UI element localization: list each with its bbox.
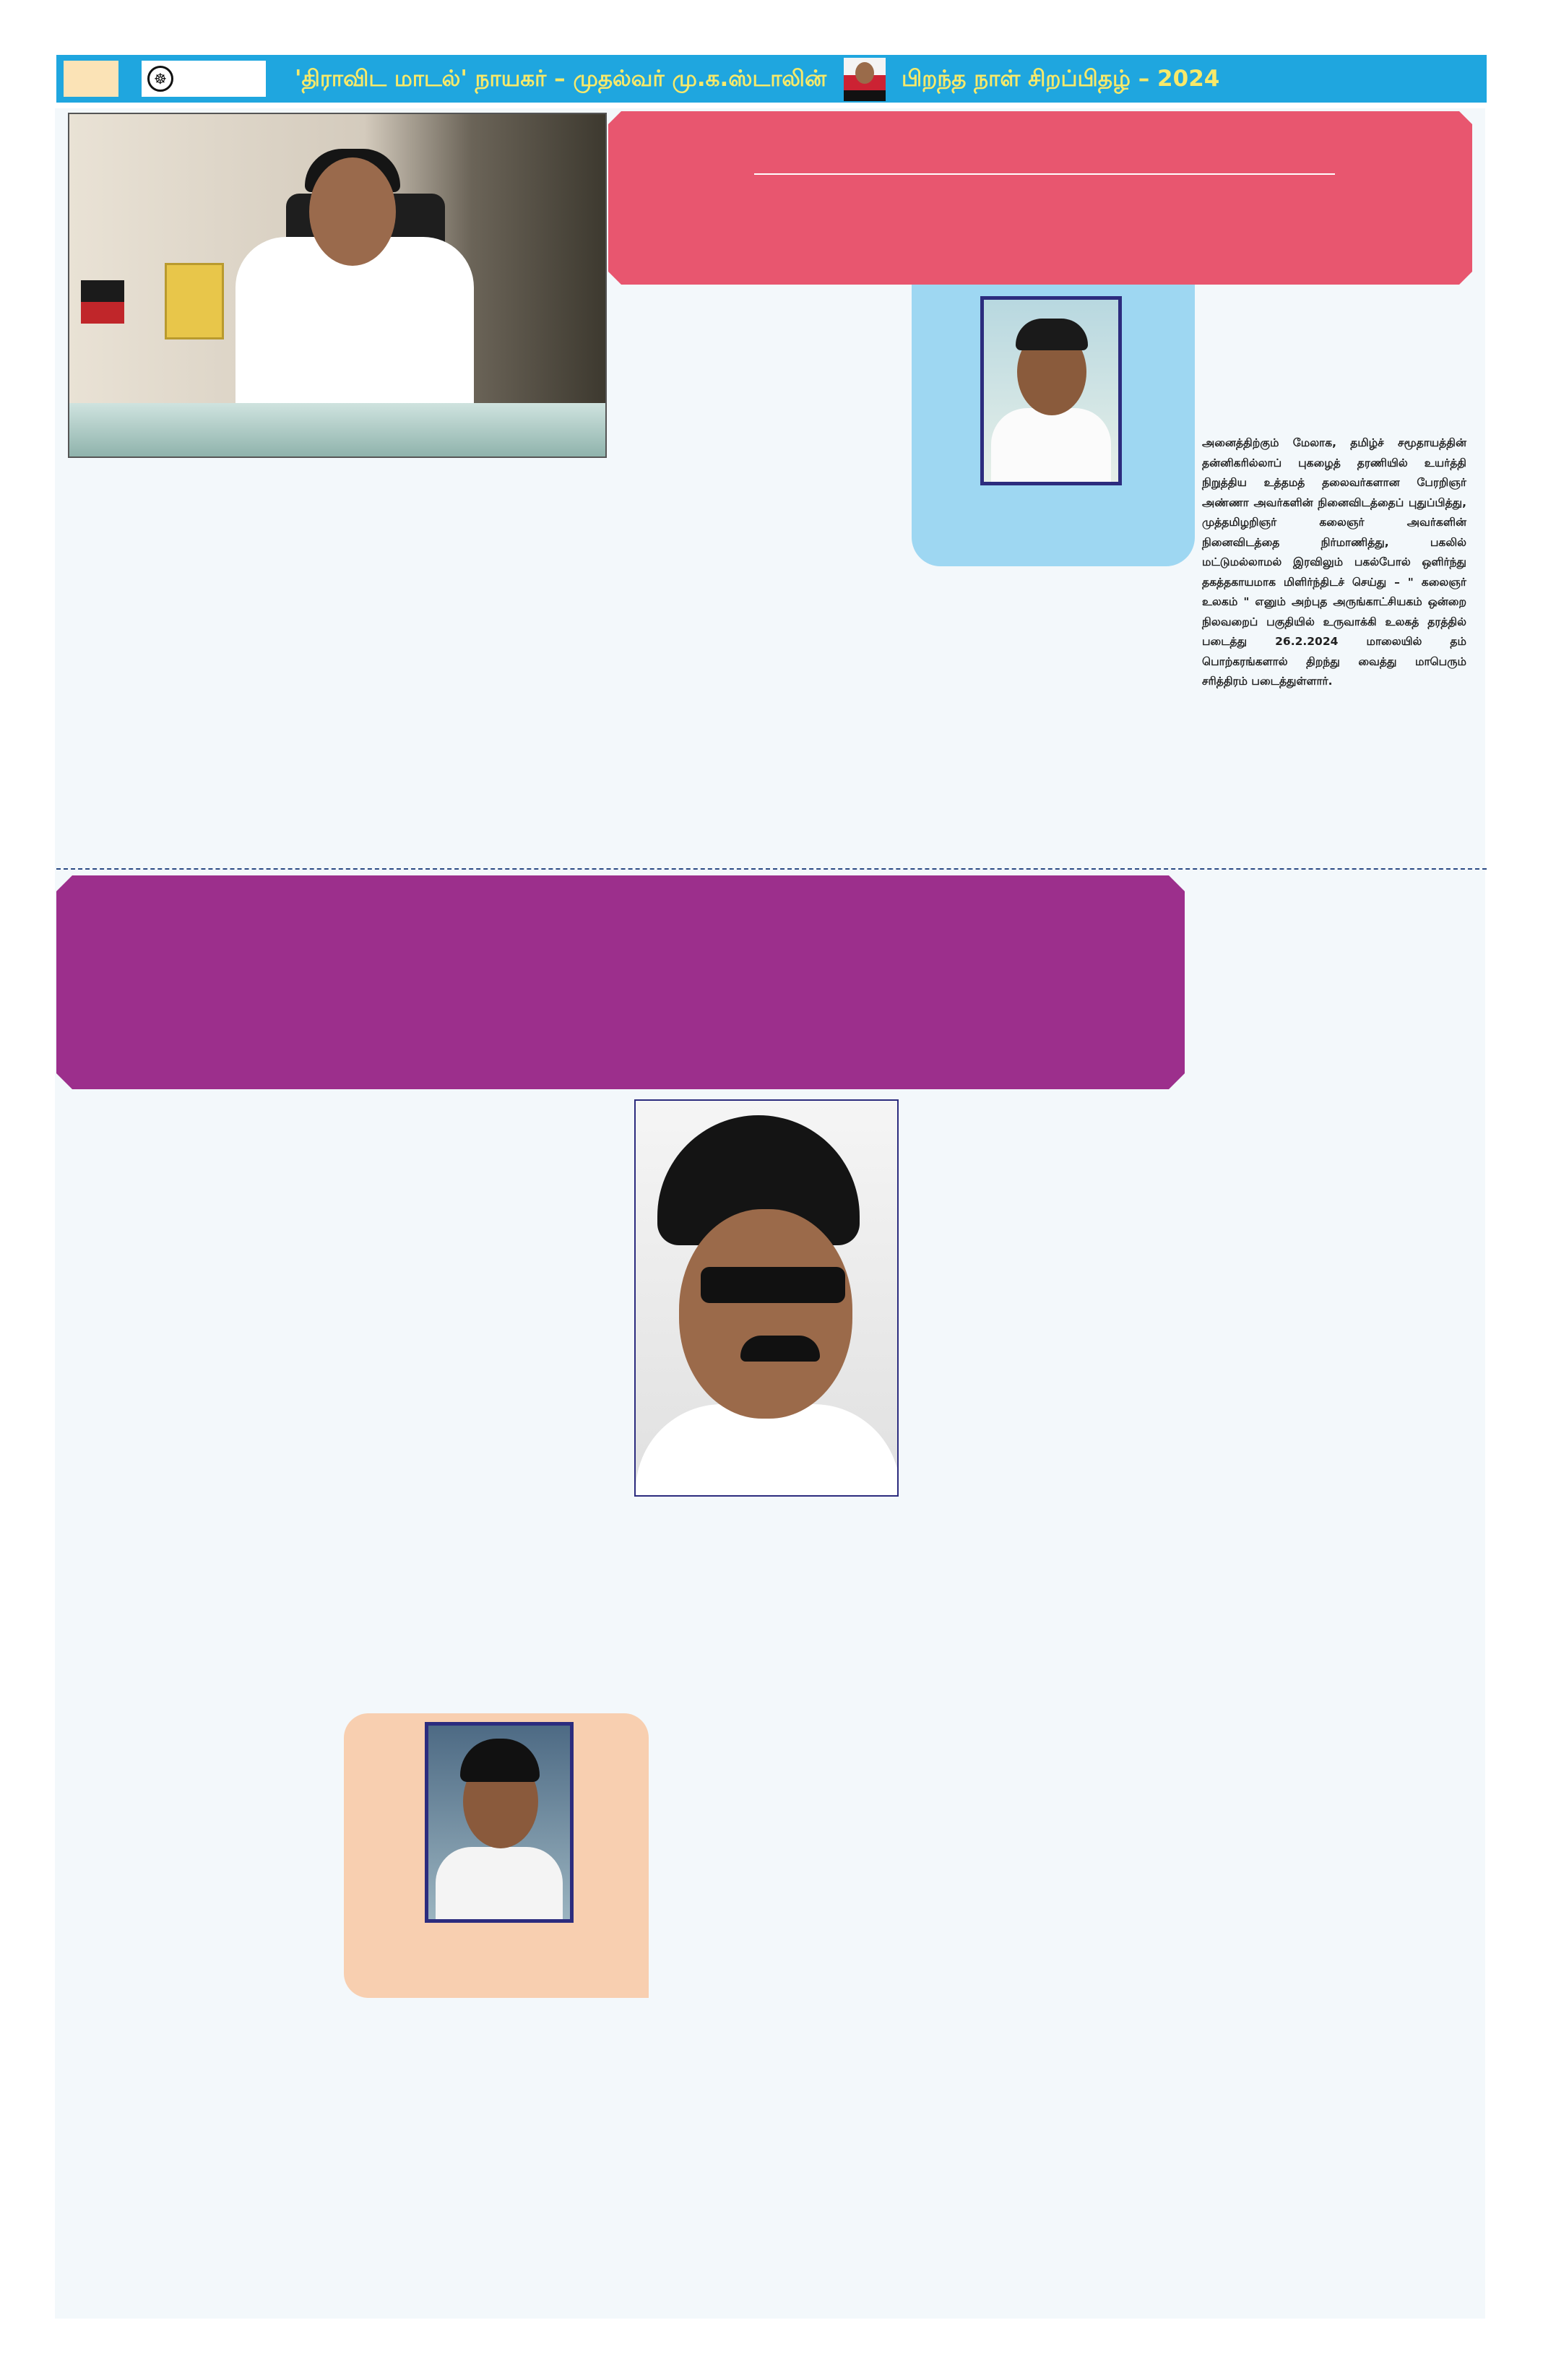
header-portrait-image (844, 58, 886, 101)
chief-minister-photo (634, 1099, 899, 1497)
header-title: 'திராவிட மாடல்' நாயகர் – முதல்வர் மு.க.ஸ்டாலின் (295, 66, 827, 92)
section-divider (56, 868, 1487, 870)
emblem-icon: ☸ (147, 66, 173, 92)
main-photo (68, 113, 607, 458)
headline-panel-purple (56, 875, 1185, 1089)
header-subtitle: பிறந்த நாள் சிறப்பிதழ் – 2024 (902, 66, 1220, 92)
logo (142, 61, 266, 97)
headline-rule (754, 173, 1335, 175)
headline-panel-pink (608, 111, 1472, 285)
page-number-box (64, 61, 118, 97)
second-author-photo (425, 1722, 574, 1923)
portrait-frame-image (165, 263, 224, 339)
flag-image (81, 280, 124, 324)
article-body-text: அனைத்திற்கும் மேலாக, தமிழ்ச் சமூதாயத்தின் தன்னிகரில்லாப் புகழைத் தரணியில் உயர்த்தி நிறுத்திய உத்தமத் தலைவர்களான பேரறிஞர் அண்ணா அவர்களின் நினைவிடத்தைப் புதுப்பித்து, முத்தமிழறிஞர் கலைஞர் அவர்களின் நினைவிடத்தை நிர்மாணித்து, பகலில் மட்டுமல்லாமல் இரவிலும் பகல்போல் ஒளிர்ந்து தகத்தகாயமாக மிளிர்ந்திடச் செய்து – " கலைஞர் உலகம் " எனும் அற்புத அருங்காட்சியகம் ஒன்றை நிலவறைப் பகுதியில் உருவாக்கி உலகத் தரத்தில் படைத்து 26.2.2024 மாலையில் தம் பொற்கரங்களால் திறந்து வைத்து மாபெரும் சரித்திரம் படைத்துள்ளார். (1202, 436, 1466, 688)
header-banner (56, 55, 1487, 103)
author-photo (980, 296, 1122, 485)
